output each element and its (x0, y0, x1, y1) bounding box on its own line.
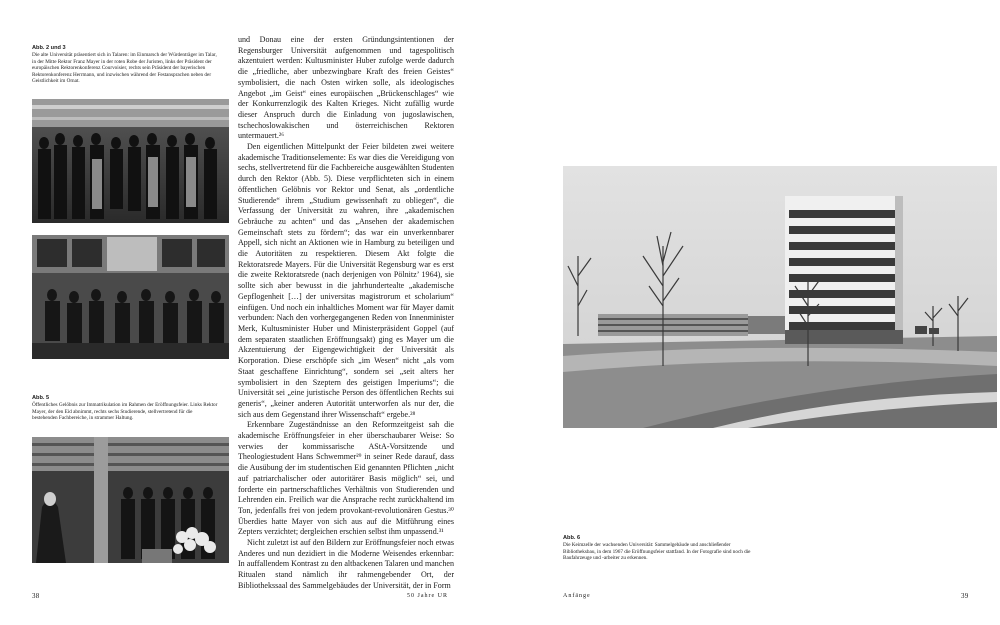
body-paragraph: Den eigentlichen Mittelpunkt der Feier bildeten zwei weitere akademische Traditionselemente: Es war dies die Vereidigung von sechs, stellvertretend für die Fachbereiche ausgewählten Studenten durch den Rektor (Abb. 5). Diese verpflichteten sich in einem öffentlichen Gelöbnis vor Rektor und Senat, als „ordentliche Studierende“ ihrem „Studium gewissenhaft zu obliegen“, die Verfassung der Universität zu wahren, ihre „akademischen Gebräuche zu achten“ und das „Ansehen der akademischen Gemeinschaft stets zu fördern“; das war ein unverkennbarer Appell, sich nicht an Aktionen wie in Hamburg zu beteiligen und die Autoritäten zu respektieren. Diesem Akt folgte die Rektoratsrede Mayers. Für die Universität Regensburg war es erst die zweite Rektoratsrede (nach derjenigen von Pölnitz’ 1964), sie sollte sich aber bewusst in die jahrhundertealte „akademische Gepflogenheit […] der universitas magistrorum et scholarium“ einfügen. Und noch ein inhaltliches Moment war für Mayer damit verbunden: Nach den vorhergegangenen Reden von Innenminister Merk, Kultusminister Huber und Ministerpräsident Goppel (auf dem separaten staatlichen Eröffnungsakt) ging es Mayer um die Akzentuierung der Eigengewichtigkeit der Universität als Korporation. Diese erschöpfe sich „im Wesen“ nicht „als vom Staat geschaffene Einrichtung“, sondern sei „seit alters her symbolisiert in den Szeptern des geistigen Imperiums“; die Universität sei „eine juristische Person des öffentlichen Rechts sui generis“, „keiner anderen Autorität unterworfen als nur der, die sich aus dem Gegenstand ihrer Wissenschaft“ ergebe.²⁸ (238, 142, 454, 419)
body-text-column (238, 35, 454, 592)
caption-abb-5 (32, 395, 218, 422)
caption-text: Die Keimzelle der wachsenden Universität: Sammelgebäude und anschließender Bibliotheksbau, in dem 1967 die Eröffnungsfeier stattfand. In der Fotografie sind noch die Baufahrzeuge und -arbeiter zu erkennen. (563, 542, 751, 562)
body-paragraph: Erkennbare Zugeständnisse an den Reformzeitgeist sah die akademische Eröffnungsfeier in eher überschaubarer Weise: So verwies der kommissarische AStA-Vorsitzende und Theologiestudent Hans Schwemmer²⁹ in seiner Rede darauf, dass die Ausübung der im studentischen Eid genannten Pflichten „nicht auf patriarchalischer oder autoritärer Basis möglich“ sei, und forderte ein partnerschaftliches Verhältnis von Studierenden und Lehrenden ein. Freilich war die Ansprache recht zurückhaltend im Ton, jedenfalls frei von jedem provokant-revolutionären Gestus.³⁰ Überdies hatte Mayer von sich aus auf die Mitführung eines Zepters verzichtet; dergleichen erschien selbst ihm unpassend.³¹ (238, 420, 454, 537)
caption-abb-6 (563, 535, 753, 562)
body-paragraph: Nicht zuletzt ist auf den Bildern zur Eröffnungsfeier noch etwas Anderes und nun dezidiert in die Moderne Weisendes erkennbar: In auffallendem Kontrast zu den altbackenen Talaren und manchen Ritualen stand nämlich ihr rahmengebender Ort, der Bibliothekssaal des Sammelgebäudes der Universität, der in Form (238, 538, 454, 590)
right-page (500, 0, 1000, 625)
caption-title: Abb. 6 (563, 535, 581, 541)
photo-university-building (563, 166, 997, 428)
photo-procession (32, 99, 229, 223)
caption-text: Die alte Universität präsentiert sich in Talaren: im Einmarsch der Würdenträger im Talar, in der Mitte Rektor Franz Mayer in der roten Robe der Juristen, links der Präsident der europäischen Rektorenkonferenz Courvoisier, rechts sein Präsident der bayerischen Rektorenkonferenz Herrmann, und inzwischen während der Festansprachen neben der Geistlichkeit im Ornat. (32, 52, 217, 85)
page-number: 39 (961, 592, 969, 600)
caption-abb-2-3 (32, 45, 218, 85)
caption-title: Abb. 5 (32, 395, 50, 401)
photo-oath-ceremony (32, 437, 229, 563)
page-number: 38 (32, 592, 40, 600)
body-paragraph: und Donau eine der ersten Gründungsintentionen der Regensburger Universität aufgenommen und tagespolitisch akzentuiert werden: Kultusminister Huber zufolge werde dadurch die „friedliche, aber unbezwingbare Kraft des freien Geistes“ symbolisiert, die nach Osten wirken solle, als ideologisches Angebot „im Geist“ eines europäischen „Brückenschlages“ wie der Konkurrenzlogik des Kalten Krieges. Nicht zufällig wurde dieser Anspruch durch die Einladung von jugoslawischen, tschechoslowakischen und österreichischen Rektoren untermauert.²⁶ (238, 35, 454, 141)
caption-title: Abb. 2 und 3 (32, 45, 66, 51)
running-head: Anfänge (563, 593, 591, 599)
caption-text: Öffentliches Gelöbnis zur Immatrikulation im Rahmen der Eröffnungsfeier. Links Rektor Mayer, der den Eid abnimmt, rechts sechs Studierende, stellvertretend für die bestehenden Fachbereiche, in strammer Haltung. (32, 402, 218, 422)
running-head: 50 Jahre UR (407, 593, 448, 599)
photo-audience (32, 235, 229, 359)
